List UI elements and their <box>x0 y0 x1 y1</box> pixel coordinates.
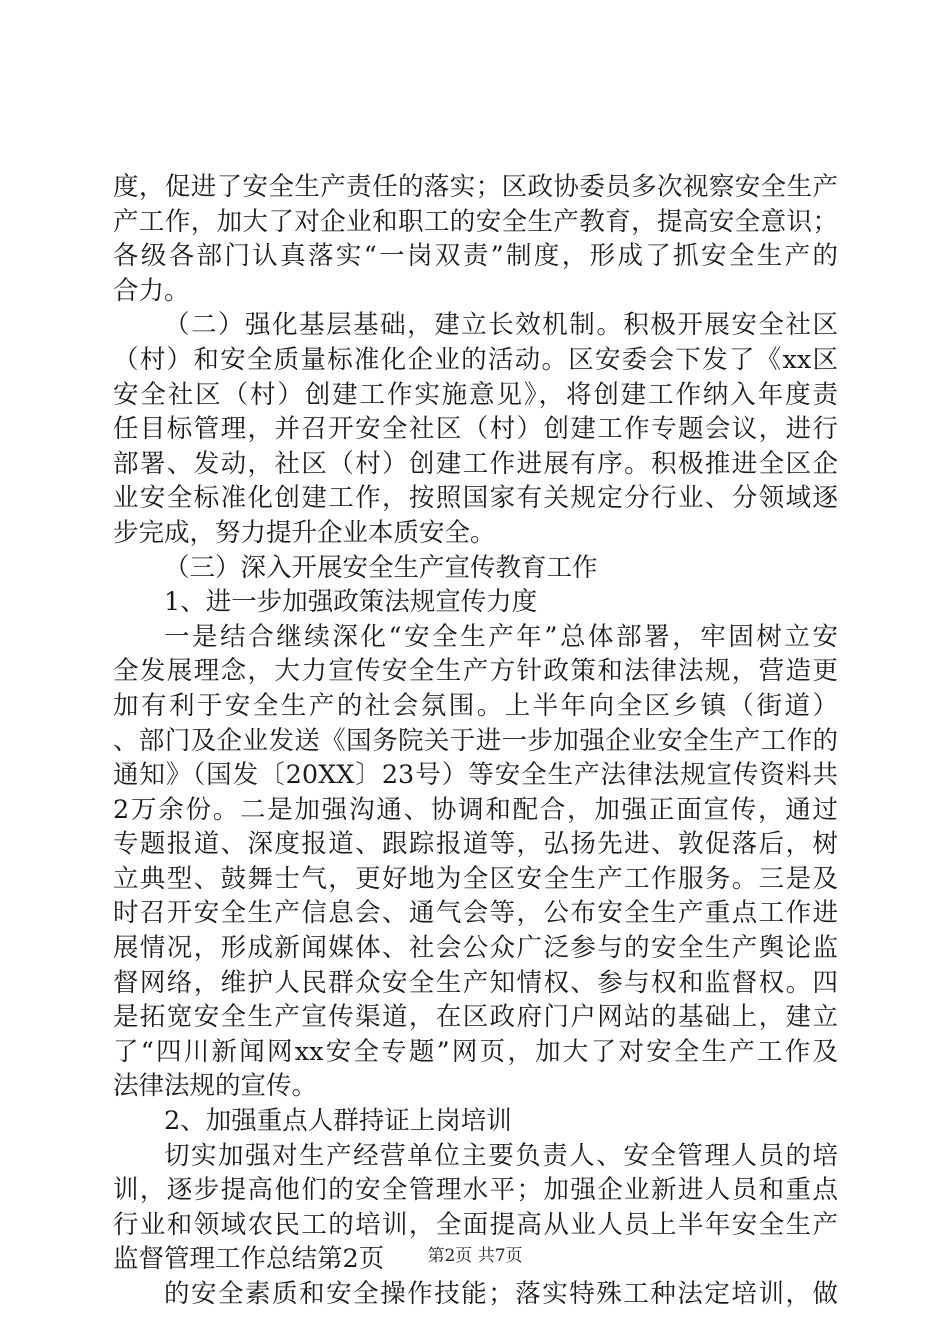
text-line: 督网络，维护人民群众安全生产知情权、参与权和监督权。四 <box>113 967 838 998</box>
text-line: 切实加强对生产经营单位主要负责人、安全管理人员的培 <box>164 1140 838 1171</box>
text-line: 时召开安全生产信息会、通气会等，公布安全生产重点工作进 <box>113 898 838 929</box>
body-text <box>113 170 838 1312</box>
text-line: 展情况，形成新闻媒体、社会公众广泛参与的安全生产舆论监 <box>113 933 838 964</box>
page-footer: 第2页 共7页 <box>427 1246 523 1266</box>
text-line: 监督管理工作总结第2页 <box>113 1244 385 1275</box>
text-line: 产工作，加大了对企业和职工的安全生产教育，提高安全意识； <box>113 206 838 237</box>
text-line: 合力。 <box>113 275 190 306</box>
text-line: 安全社区（村）创建工作实施意见》，将创建工作纳入年度责 <box>113 379 838 410</box>
text-line: （三）深入开展安全生产宣传教育工作 <box>164 552 598 583</box>
text-line: 业安全标准化创建工作，按照国家有关规定分行业、分领域逐 <box>113 483 838 514</box>
text-line: 通知》（国发〔20XX〕23号）等安全生产法律法规宣传资料共 <box>113 760 838 791</box>
text-line: 步完成，努力提升企业本质安全。 <box>113 517 496 548</box>
text-line: 各级各部门认真落实“一岗双责”制度，形成了抓安全生产的 <box>113 241 838 272</box>
text-line: 1、进一步加强政策法规宣传力度 <box>164 587 538 618</box>
text-line: 是拓宽安全生产宣传渠道，在区政府门户网站的基础上，建立 <box>113 1002 838 1033</box>
text-line: 行业和领域农民工的培训，全面提高从业人员上半年安全生产 <box>113 1209 838 1240</box>
text-line: 部署、发动，社区（村）创建工作进展有序。积极推进全区企 <box>113 448 838 479</box>
text-line: 专题报道、深度报道、跟踪报道等，弘扬先进、敦促落后，树 <box>113 829 838 860</box>
text-line: 加有利于安全生产的社会氛围。上半年向全区乡镇（街道） <box>113 690 838 721</box>
text-line: 2、加强重点人群持证上岗培训 <box>164 1106 512 1137</box>
text-line: 任目标管理，并召开安全社区（村）创建工作专题会议，进行 <box>113 414 838 445</box>
text-line: 、部门及企业发送《国务院关于进一步加强企业安全生产工作的 <box>113 725 838 756</box>
text-line: 了“四川新闻网xx安全专题”网页，加大了对安全生产工作及 <box>113 1036 838 1067</box>
text-line: 立典型、鼓舞士气，更好地为全区安全生产工作服务。三是及 <box>113 863 838 894</box>
text-line: 度，促进了安全生产责任的落实；区政协委员多次视察安全生产 <box>113 172 838 202</box>
text-line: 全发展理念，大力宣传安全生产方针政策和法律法规，营造更 <box>113 656 838 687</box>
text-line: （村）和安全质量标准化企业的活动。区安委会下发了《xx区 <box>113 344 838 375</box>
text-line: 的安全素质和安全操作技能；落实特殊工种法定培训，做 <box>164 1279 838 1309</box>
text-line: 法律法规的宣传。 <box>113 1071 318 1102</box>
text-line: （二）强化基层基础，建立长效机制。积极开展安全社区 <box>164 310 838 341</box>
text-line: 2万余份。二是加强沟通、协调和配合，加强正面宣传，通过 <box>113 794 838 825</box>
text-line: 训，逐步提高他们的安全管理水平；加强企业新进人员和重点 <box>113 1175 838 1206</box>
text-line: 一是结合继续深化“安全生产年”总体部署，牢固树立安 <box>164 621 838 652</box>
